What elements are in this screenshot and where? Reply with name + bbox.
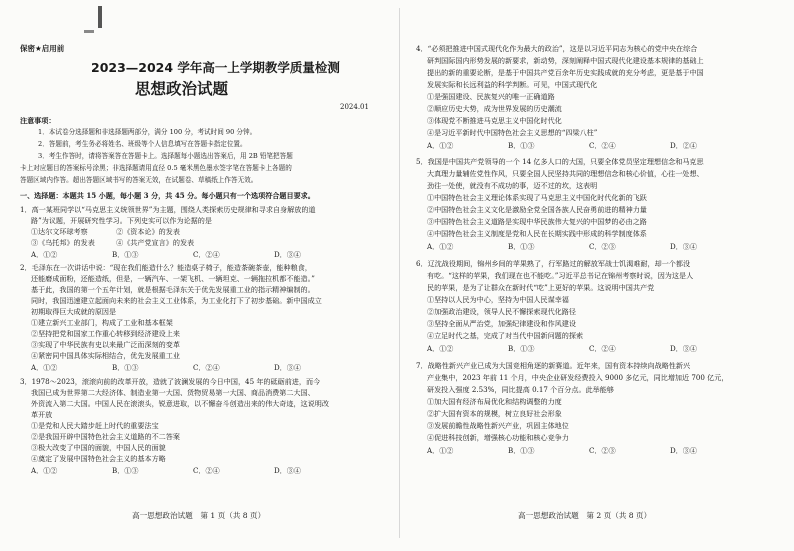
q1-option-d: D．③④ [274,250,301,259]
question-7-line: ③发展前瞻性战略性新兴产业，巩固主体地位 [427,421,569,430]
question-2-line: ③实现了中华民族有史以来最广泛而深刻的变革 [31,340,180,349]
question-4-line: ④是习近平新时代中国特色社会主义思想的“四梁八柱” [427,128,598,137]
question-3-line: ②是我国开辟中国特色社会主义道路的不二答案 [31,432,180,441]
question-6-line: ②加强政治建设，领导人民不懈探索现代化路径 [427,307,576,316]
question-5-line: ④中国特色社会主义制度是党和人民在长期实践中形成的科学制度体系 [427,229,647,238]
q3-option-d: D．③④ [274,466,301,475]
question-5-line: ③中国特色社会主义道路是实现中华民族伟大复兴的中国梦的必由之路 [427,217,647,226]
q1-option-b: B．①③ [112,250,139,259]
question-2-line: 同时，我国迅速建立起面向未来的社会主义工业体系，为工业化打下了初步基础。新中国成立 [31,296,322,305]
notice-line: 答题区域内作答。超出答题区域书写的答案无效，在试题卷、草稿纸上作答无效。 [20,176,258,184]
q5-option-a: A．①② [427,242,454,251]
q2-option-b: B．①③ [112,363,139,372]
q2-option-a: A．①② [31,363,58,372]
question-7-line: 产业集中，2023 年前 11 个月，中央企业研发经费投入 9000 多亿元，同比增加近 700 亿元， [427,373,729,382]
page-footer: 高一思想政治试题 第 2 页（共 8 页） [518,511,652,520]
question-3-line: 外资流入第二大国。中国人民在滚滚头，锐意进取，以不懈奋斗创造出来的伟大奇迹，这说明改 [31,399,329,408]
question-7-line: 7．战略性新兴产业已成为大国竞相角逐的新赛道。近年来，国有资本持续向战略性新兴 [416,361,691,370]
question-3-line: 3．1978～2023，滚滚向前的改革开放，造就了波澜发展的今日中国，45 年的砥砺前进，而今 [20,377,321,386]
question-4-line: 4．“必须把推进中国式现代化作为最大的政治”，这是以习近平同志为核心的党中央在综合 [416,44,698,53]
notice-line: 2．答题前，考生务必将姓名、班级等个人信息填写在答题卡指定位置。 [38,140,247,148]
question-6-line: ③坚持全面从严治党，加强纪律建设和作风建设 [427,319,576,328]
exam-date: 2024.01 [340,103,369,111]
question-2-line: 初期取得巨大成就的原因是 [31,307,117,316]
q6-option-a: A．①② [427,344,454,353]
question-7-line: 研发投入强度 2.53%，同比提高 0.17 个百分点。此举能够 [427,385,614,394]
question-6-line: 有吃。“这样的苹果，我们现在也不能吃。”习近平总书记在锦州考察时说，因为这是人 [427,271,694,280]
q7-option-b: B．①③ [508,446,535,455]
question-5-line: ①中国特色社会主义理论体系实现了马克思主义中国化时代化新的飞跃 [427,193,647,202]
q5-option-d: D．③④ [670,242,697,251]
question-1-line: ③《乌托邦》的发表 ④《共产党宣言》的发表 [31,238,195,247]
q5-option-c: C．②③ [589,242,616,251]
question-2-line: 2．毛泽东在一次讲话中说：“现在我们能造什么？能造桌子椅子，能造茶碗茶壶，能种粮食， [20,263,312,272]
notice-line: 卡上对应题目的答案标号涂黑；非选择题请用直径 0.5 毫米黑色墨水签字笔在答题卡上各题的 [20,164,292,172]
q6-option-c: C．②④ [589,344,616,353]
subject-title: 思想政治试题 [135,80,229,98]
confidential-label: 保密★启用前 [20,44,65,53]
question-2-line: 还能磨成面粉，还能造纸，但是，一辆汽车、一架飞机、一辆坦克、一辆拖拉机都不能造。” [31,274,315,283]
notice-line: 3．考生作答时，请将答案答在答题卡上。选择题每小题选出答案后，用 2B 铅笔把答题 [38,152,293,160]
q2-option-c: C．②④ [193,363,220,372]
q4-option-a: A．①② [427,141,454,150]
notice-title: 注意事项： [20,116,56,125]
question-6-line: ①坚持以人民为中心，坚持为中国人民谋幸福 [427,295,569,304]
question-2-line: ②坚持把党和国家工作重心转移到经济建设上来 [31,329,180,338]
q6-option-d: D．③④ [670,344,697,353]
question-2-line: 基于此，我国的第一个五年计划，就是根据毛泽东关于优先发展重工业的指示精神编制的。 [31,285,315,294]
question-5-line: 大真理力量辅佐党性作风，只要全国人民坚持共同的理想信念和核心价值，心往一处想、 [427,169,704,178]
q3-option-c: C．②④ [193,466,220,475]
section-title: 一、选择题：本题共 15 小题，每小题 3 分，共 45 分。每小题只有一个选项符合题目要求。 [20,191,315,200]
question-4-line: ②顺应历史大势，成为世界发展的历史潮流 [427,104,562,113]
q4-option-d: D．②④ [670,141,697,150]
q3-option-a: A．①② [31,466,58,475]
question-5-line: 5．我国是中国共产党领导的一个 14 亿多人口的大国，只要全体党员坚定理想信念和马克思 [416,157,704,166]
exam-title: 2023—2024 学年高一上学期教学质量检测 [91,60,340,75]
question-3-line: 我国已成为世界第二大经济体、制造业第一大国、货物贸易第一大国、商品消费第二大国、 [31,388,315,397]
question-4-line: 发展实际和长远利益的科学判断。可见，中国式现代化 [427,80,598,89]
question-7-line: ②扩大国有资本的规模，树立良好社会形象 [427,409,562,418]
q2-option-d: D．③④ [274,363,301,372]
q7-option-d: D．③④ [670,446,697,455]
question-3-line: ③极大改变了中国的面貌，中国人民的面貌 [31,443,166,452]
question-7-line: ①加大国有经济布局优化和结构调整的力度 [427,397,562,406]
question-3-line: 革开放 [31,410,53,419]
q3-option-b: B．①③ [112,466,139,475]
question-4-line: ③体现党不断推进马克思主义中国化时代化 [427,116,562,125]
question-1-line: 1．高一某班同学以“马克思主义统领世界”为主题，围绕人类探索历史规律和寻求自身解放的道 [20,205,316,214]
q4-option-b: B．①③ [508,141,535,150]
page-footer: 高一思想政治试题 第 1 页（共 8 页） [132,511,266,520]
question-5-line: ②中国特色社会主义文化是激励全党全国各族人民奋勇前进的精神力量 [427,205,647,214]
page-right [400,0,794,551]
q6-option-b: B．①③ [508,344,535,353]
q4-option-c: C．②④ [589,141,616,150]
question-2-line: ④紧密同中国具体实际相结合，优先发展重工业 [31,351,180,360]
notice-line: 1．本试卷分选择题和非选择题两部分，满分 100 分，考试时间 90 分钟。 [38,128,257,136]
question-6-line: 民的苹果，是为了让群众在新时代“吃”上更好的苹果。这说明中国共产党 [427,283,655,292]
question-5-line: 劲往一处使，就没有不成功的事，迈不过的坎，这表明 [427,181,598,190]
q7-option-c: C．②③ [589,446,616,455]
question-4-line: 研判国际国内形势发展的新要求，新动势，深刻阐释中国式现代化建设基本规律的基础上 [427,56,704,65]
question-1-line: 路”为议题，开展研究性学习。下列史实可以作为论据的是 [31,216,212,225]
question-3-line: ①是党和人民大踏步赶上时代的重要法宝 [31,421,159,430]
question-4-line: 提出的新的重要论断，是基于中国共产党百余年历史实践成就的充分考虑，更是基于中国 [427,68,704,77]
q1-option-c: C．②④ [193,250,220,259]
question-7-line: ④促进科技创新，增强核心功能和核心竞争力 [427,433,569,442]
question-1-line: ①达尔文环球考察 ②《资本论》的发表 [31,227,180,236]
q1-option-a: A．①② [31,250,58,259]
question-6-line: 6．辽沈战役期间，锦州乡间的苹果熟了，行军路过的解放军战士饥渴难耐，却一个都没 [416,259,691,268]
q7-option-a: A．①② [427,446,454,455]
question-2-line: ①建立新兴工业部门，构成了工业和基本框架 [31,318,173,327]
question-6-line: ④立足时代之基，完成了对当代中国新问题的探索 [427,331,584,340]
q5-option-b: B．①③ [508,242,535,251]
question-3-line: ④奠定了发展中国特色社会主义的基本方略 [31,454,166,463]
question-4-line: ①是强国建设、民族复兴的唯一正确道路 [427,92,555,101]
